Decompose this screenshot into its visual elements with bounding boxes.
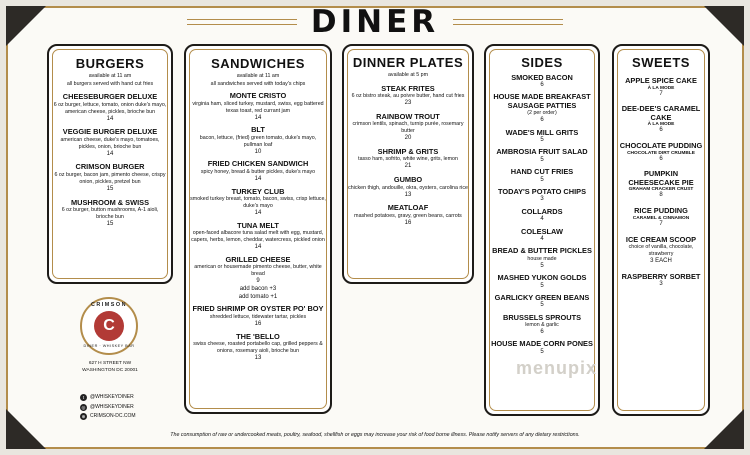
item-price: 5	[540, 156, 544, 163]
address-street: 627 H STREET NW	[88, 361, 132, 366]
sandwiches-panel	[184, 44, 332, 414]
item-name: MEATLOAF	[387, 203, 429, 213]
item-price: 15	[106, 185, 114, 192]
item-tag: À LA MODE	[647, 122, 675, 128]
dinner-plates-panel	[342, 44, 474, 284]
item-description: chicken thigh, andouille, okra, oysters, carolina rice	[348, 184, 468, 191]
logo-emblem: C	[94, 311, 124, 341]
item-price: 6	[659, 155, 663, 162]
item-name: VEGGIE BURGER DELUXE	[62, 127, 158, 137]
item-description: (2 per order)	[527, 110, 557, 117]
item-name: COLESLAW	[521, 226, 563, 236]
sweets-list	[618, 77, 704, 289]
item-price: 6	[540, 82, 544, 89]
menu-item	[190, 188, 326, 218]
disclaimer: The consumption of raw or undercooked meats, poultry, seafood, shellfish or eggs may increase your risk of food borne illness. Please notify servers of any dietary restrictions.	[170, 432, 580, 438]
item-name: COLLARDS	[521, 206, 563, 216]
item-name: BRUSSELS SPROUTS	[502, 312, 582, 322]
dinner-plates-title: DINNER PLATES	[352, 55, 464, 70]
item-price: 15	[106, 220, 114, 227]
item-price: 14	[106, 115, 114, 122]
item-tag: CARAMEL & CINNAMON	[632, 215, 690, 221]
item-name: ICE CREAM SCOOP	[625, 234, 697, 244]
instagram-row[interactable]	[80, 403, 136, 413]
globe-icon: ⊕	[81, 414, 86, 420]
menu-item	[490, 148, 594, 164]
burgers-availability: available at 11 am	[88, 73, 132, 79]
item-price: 7	[659, 220, 663, 227]
corner-ornament	[704, 409, 744, 449]
item-description: open-faced albacore tuna salad melt with egg, mustard, capers, herbs, lemon, cheddar, watercress, pickled onion	[191, 230, 325, 244]
item-name: SHRIMP & GRITS	[377, 146, 439, 156]
twitter-row[interactable]	[80, 393, 136, 403]
corner-ornament	[6, 409, 46, 449]
menu-item	[490, 340, 594, 356]
item-name: BREAD & BUTTER PICKLES	[492, 246, 592, 256]
item-price: 21	[404, 163, 412, 170]
menu-item	[618, 105, 704, 135]
menu-item	[348, 176, 468, 199]
item-name: GRILLED CHEESE	[225, 254, 291, 264]
item-description: smoked turkey breast, tomato, bacon, swiss, crisp lettuce, duke's mayo	[190, 196, 326, 210]
item-name: CRIMSON BURGER	[75, 162, 145, 172]
sandwiches-availability: available at 11 am	[236, 73, 280, 79]
item-price: 7	[659, 90, 663, 97]
item-name: TURKEY CLUB	[231, 186, 285, 196]
item-name: WADE'S MILL GRITS	[505, 127, 579, 137]
item-tag: GRAHAM CRACKER CRUST	[628, 187, 694, 193]
item-price: 14	[254, 209, 262, 216]
burgers-panel	[47, 44, 173, 284]
item-price: 5	[540, 302, 544, 309]
menu-item	[490, 74, 594, 90]
item-name: FRIED CHICKEN SANDWICH	[207, 159, 309, 169]
menu-item	[490, 247, 594, 270]
menu-item	[190, 160, 326, 183]
menu-item	[190, 333, 326, 363]
menu-item	[190, 256, 326, 302]
menu-item	[490, 294, 594, 310]
item-name: BLT	[251, 125, 265, 135]
item-description: bacon, lettuce, (fried) green tomato, duke's mayo, pullman loaf	[199, 134, 317, 148]
menu-item	[490, 188, 594, 204]
header-rule-left	[187, 19, 297, 25]
menu-item	[618, 170, 704, 200]
item-description: american or housemade pimento cheese, butter, white bread	[194, 264, 322, 278]
social-links	[80, 393, 136, 422]
item-name: DEE-DEE'S CARAMEL CAKE	[621, 104, 701, 122]
menu-item	[618, 273, 704, 289]
item-description: spicy honey, bread & butter pickles, duke's mayo	[200, 168, 316, 175]
menu-item	[190, 126, 326, 156]
item-price: 5	[540, 176, 544, 183]
watermark: menupix	[516, 358, 598, 378]
menu-item	[190, 222, 326, 252]
item-description: tasso ham, sofrito, white wine, grits, lemon	[358, 156, 458, 163]
item-price: 16	[254, 320, 262, 327]
menu-item	[490, 129, 594, 145]
sides-title: SIDES	[521, 55, 563, 70]
item-description: house made	[527, 255, 557, 262]
item-description: 6 oz burger, bacon jam, pimento cheese, crispy onion, pickles, pretzel bun	[54, 171, 166, 185]
sandwiches-title: SANDWICHES	[211, 56, 305, 71]
menu-item	[490, 274, 594, 290]
item-price: 4	[540, 236, 544, 243]
menu-item	[490, 228, 594, 244]
item-description: crimson lentils, spinach, turnip purée, rosemary butter	[352, 121, 464, 135]
menu-item	[53, 93, 167, 123]
item-price: 5	[540, 262, 544, 269]
item-name: CHOCOLATE PUDDING	[619, 141, 703, 151]
item-addon: add tomato +1	[238, 293, 278, 300]
item-price: 9	[256, 278, 260, 285]
item-price: 14	[254, 243, 262, 250]
item-name: APPLE SPICE CAKE	[625, 76, 697, 85]
item-tag: À LA MODE	[647, 85, 675, 91]
crimson-logo	[80, 297, 138, 355]
item-price: 5	[540, 282, 544, 289]
item-description: virginia ham, sliced turkey, mustard, swiss, egg battered texas toast, red currant jam	[192, 100, 324, 114]
item-price: 6	[540, 117, 544, 124]
sweets-title: SWEETS	[632, 55, 690, 70]
item-price: 5	[540, 348, 544, 355]
item-name: RASPBERRY SORBET	[621, 271, 701, 281]
item-name: MASHED YUKON GOLDS	[497, 273, 587, 283]
item-name: THE 'BELLO	[236, 331, 280, 341]
item-name: TODAY'S POTATO CHIPS	[498, 186, 586, 196]
twitter-handle: @WHISKEYDINER	[90, 394, 134, 400]
item-description: swiss cheese, roasted portabello cap, grilled peppers & onions, rosemary aioli, brioche bun	[193, 341, 323, 355]
instagram-handle: @WHISKEYDINER	[90, 403, 134, 410]
menu-item	[348, 148, 468, 171]
sandwiches-list	[190, 92, 326, 362]
item-description: 6 oz burger, button mushrooms, A-1 aioli, brioche bun	[61, 207, 159, 220]
item-price: 3	[540, 196, 544, 203]
menu-item	[618, 77, 704, 98]
menu-item	[490, 208, 594, 224]
burgers-title: BURGERS	[75, 56, 145, 71]
item-name: STEAK FRITES	[381, 83, 435, 93]
item-name: HAND CUT FRIES	[510, 167, 574, 177]
item-name: AMBROSIA FRUIT SALAD	[496, 147, 588, 157]
website-link: CRIMSON-DC.COM	[90, 413, 136, 419]
menu-item	[618, 142, 704, 163]
item-name: RAINBOW TROUT	[376, 111, 440, 121]
sweets-panel	[612, 44, 710, 416]
menu-item	[618, 236, 704, 266]
menu-item	[190, 92, 326, 122]
item-name: PUMPKIN CHEESECAKE PIE	[628, 169, 694, 187]
sandwiches-note: all sandwiches served with today's chips	[210, 80, 306, 87]
address	[72, 360, 148, 374]
menu-item	[490, 168, 594, 184]
item-price: 8	[659, 192, 663, 199]
item-name: FRIED SHRIMP OR OYSTER PO' BOY	[192, 304, 324, 314]
item-addon: add bacon +3	[239, 285, 277, 292]
item-price: 13	[404, 191, 412, 198]
item-description: american cheese, duke's mayo, tomatoes, pickles, onion, brioche bun	[60, 136, 160, 150]
menu-item	[53, 199, 167, 229]
item-price: 13	[254, 354, 262, 361]
item-description: 6 oz burger, lettuce, tomato, onion duke's mayo, american cheese, pickles, brioche bun	[53, 101, 167, 115]
item-price: 14	[254, 114, 262, 121]
item-price: 14	[254, 175, 262, 182]
item-name: RICE PUDDING	[634, 206, 688, 216]
item-name: GUMBO	[393, 175, 423, 185]
sides-list	[490, 74, 594, 357]
item-price: 6	[540, 329, 544, 336]
item-name: MONTE CRISTO	[229, 91, 287, 101]
header-rule-right	[453, 19, 563, 25]
menu-title: DINER	[310, 4, 440, 40]
menu-item	[53, 128, 167, 158]
item-price: 10	[254, 148, 262, 155]
item-name: GARLICKY GREEN BEANS	[494, 292, 590, 302]
item-price: 16	[404, 219, 412, 226]
item-name: TUNA MELT	[237, 220, 279, 230]
item-price: 4	[540, 216, 544, 223]
logo-ring-subtext: DINER · WHISKEY BAR	[83, 344, 135, 348]
item-name: CHEESEBURGER DELUXE	[62, 92, 158, 102]
menu-header	[0, 2, 750, 42]
item-description: lemon & garlic	[525, 322, 559, 329]
item-price: 6	[659, 127, 663, 134]
item-price: 20	[404, 135, 412, 142]
item-price: 5	[540, 137, 544, 144]
menu-item	[490, 314, 594, 337]
logo-ring-text: CRIMSON	[91, 302, 127, 308]
item-description: 6 oz bistro steak, au poivre butter, hand cut fries	[351, 93, 465, 100]
menu-item	[348, 204, 468, 227]
address-city: WASHINGTON DC 20001	[82, 368, 138, 374]
item-description: choice of vanilla, chocolate, strawberry	[628, 244, 694, 257]
burgers-list	[53, 93, 167, 228]
instagram-icon: ◎	[81, 404, 86, 410]
item-name: SMOKED BACON	[511, 72, 573, 82]
burgers-note: all burgers served with hand cut fries	[66, 80, 154, 87]
menu-item	[490, 93, 594, 125]
twitter-icon: t	[80, 394, 87, 401]
item-price: 3 EACH	[650, 257, 672, 264]
website-row[interactable]	[80, 412, 136, 422]
menu-item	[348, 113, 468, 143]
dinner-plates-list	[348, 85, 468, 228]
dinner-availability: available at 5 pm	[387, 72, 429, 78]
item-description: shredded lettuce, tidewater tartar, pickles	[209, 313, 307, 320]
menu-item	[618, 207, 704, 228]
item-name: MUSHROOM & SWISS	[70, 197, 149, 207]
item-tag: CHOCOLATE DIRT CRUMBLE	[627, 150, 695, 156]
item-price: 14	[106, 150, 114, 157]
item-name: HOUSE MADE CORN PONES	[491, 339, 593, 349]
item-name: HOUSE MADE BREAKFAST SAUSAGE PATTIES	[493, 92, 591, 110]
menu-item	[190, 305, 326, 328]
item-description: mashed potatoes, gravy, green beans, carrots	[354, 212, 462, 219]
menu-item	[348, 85, 468, 108]
menu-item	[53, 163, 167, 193]
item-price: 23	[404, 100, 412, 107]
item-price: 3	[659, 281, 663, 288]
